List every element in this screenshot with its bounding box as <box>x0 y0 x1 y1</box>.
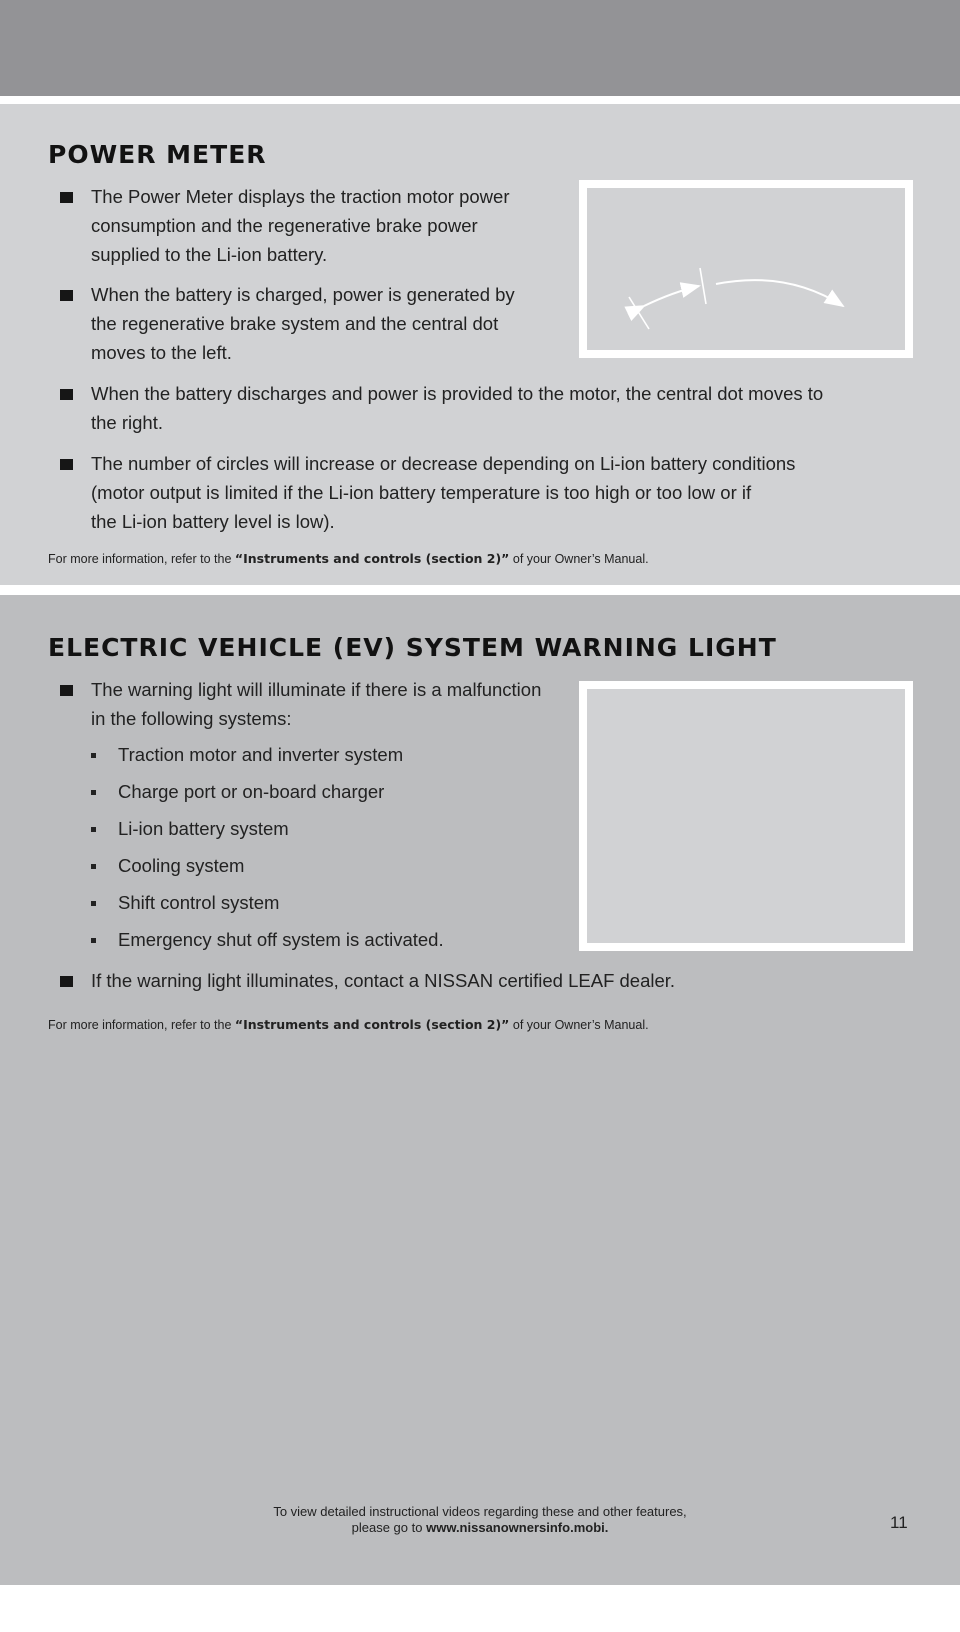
small-bullet-icon <box>91 938 96 943</box>
small-bullet-icon <box>91 790 96 795</box>
square-bullet-icon <box>60 290 73 301</box>
bullet-line: in the following systems: <box>91 708 292 729</box>
right-arrow <box>716 280 843 306</box>
top-band <box>0 0 960 96</box>
bullet-line: the Li-ion battery level is low). <box>91 511 335 532</box>
bullet-power-meter-4 <box>60 449 795 536</box>
bullet-line: (motor output is limited if the Li-ion battery temperature is too high or too low or if <box>91 482 752 503</box>
subitem-li-ion-battery <box>91 816 289 842</box>
bottom-band <box>0 1585 960 1632</box>
bullet-line: If the warning light illuminates, contact a NISSAN certified LEAF dealer. <box>91 970 676 991</box>
note-suffix: of your Owner’s Manual. <box>509 1018 649 1032</box>
subitem-text: Emergency shut off system is activated. <box>118 929 444 950</box>
left-double-arrow <box>644 286 699 306</box>
bullet-line: supplied to the Li-ion battery. <box>91 244 328 265</box>
small-bullet-icon <box>91 753 96 758</box>
ev-warning-heading: ELECTRIC VEHICLE (EV) SYSTEM WARNING LIGHT <box>48 633 777 662</box>
square-bullet-icon <box>60 389 73 400</box>
subitem-traction-motor <box>91 742 403 768</box>
small-bullet-icon <box>91 827 96 832</box>
note-prefix: For more information, refer to the <box>48 1018 235 1032</box>
power-meter-heading: POWER METER <box>48 140 267 169</box>
bullet-power-meter-3 <box>60 379 823 437</box>
bullet-line: moves to the left. <box>91 342 232 363</box>
square-bullet-icon <box>60 459 73 470</box>
website-link[interactable]: www.nissanownersinfo.mobi. <box>426 1520 609 1535</box>
page-number: 11 <box>890 1513 908 1532</box>
power-meter-image <box>579 180 913 358</box>
bullet-line: The Power Meter displays the traction motor power <box>91 186 510 207</box>
bullet-line: When the battery discharges and power is provided to the motor, the central dot moves to <box>91 383 824 404</box>
bullet-ev-warning-1 <box>60 675 541 733</box>
power-meter-reference-note <box>48 551 649 566</box>
bullet-line: When the battery is charged, power is generated by <box>91 284 515 305</box>
note-reference: “Instruments and controls (section 2)” <box>234 551 510 566</box>
bullet-power-meter-2 <box>60 280 515 367</box>
footnote-line-1: To view detailed instructional videos regarding these and other features, <box>273 1504 687 1519</box>
note-suffix: of your Owner’s Manual. <box>509 552 649 566</box>
subitem-charge-port <box>91 779 384 805</box>
small-bullet-icon <box>91 864 96 869</box>
square-bullet-icon <box>60 192 73 203</box>
subitem-text: Shift control system <box>118 892 280 913</box>
subitem-text: Charge port or on-board charger <box>118 781 385 802</box>
footnote-line-2 <box>0 1520 960 1536</box>
square-bullet-icon <box>60 685 73 696</box>
subitem-text: Traction motor and inverter system <box>118 744 404 765</box>
note-reference: “Instruments and controls (section 2)” <box>234 1017 510 1032</box>
power-meter-arrows-illustration <box>587 188 905 350</box>
note-prefix: For more information, refer to the <box>48 552 235 566</box>
video-footnote <box>0 1504 960 1536</box>
bullet-ev-warning-2 <box>60 966 675 995</box>
square-bullet-icon <box>60 976 73 987</box>
subitem-text: Li-ion battery system <box>118 818 289 839</box>
bullet-power-meter-1 <box>60 182 509 269</box>
center-tick-line <box>700 268 706 304</box>
subitem-shift-control <box>91 890 279 916</box>
bullet-line: the regenerative brake system and the central dot <box>91 313 499 334</box>
subitem-cooling <box>91 853 244 879</box>
bullet-line: The number of circles will increase or decrease depending on Li-ion battery conditions <box>91 453 796 474</box>
footnote-prefix: please go to <box>351 1520 427 1535</box>
ev-warning-reference-note <box>48 1017 649 1032</box>
bullet-line: The warning light will illuminate if there is a malfunction <box>91 679 542 700</box>
subitem-emergency-shutoff <box>91 927 444 953</box>
left-tick-line <box>629 297 649 329</box>
subitem-text: Cooling system <box>118 855 245 876</box>
bullet-line: the right. <box>91 412 163 433</box>
small-bullet-icon <box>91 901 96 906</box>
ev-warning-light-image <box>579 681 913 951</box>
bullet-line: consumption and the regenerative brake power <box>91 215 478 236</box>
